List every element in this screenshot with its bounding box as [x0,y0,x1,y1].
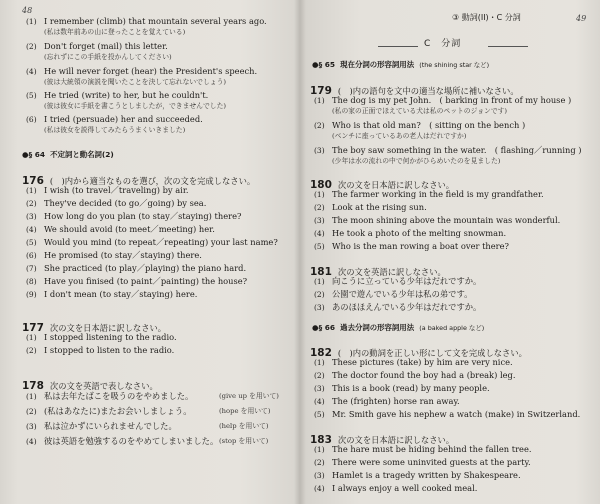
translation-note: (私は彼女を説得してみたらうまくいきました) [44,126,186,134]
list-item: (4) He took a photo of the melting snowman. [314,228,507,238]
translation-note: (私は数年前あの山に登ったことを覚えている) [44,28,186,36]
list-item: (5) Mr. Smith gave his nephew a watch (make) in Switzerland. [314,409,581,419]
list-item: (3) Hamlet is a tragedy written by Shakespeare. [314,470,521,480]
list-item: (1) I remember (climb) that mountain several years ago. [26,16,267,26]
list-item: (1) 向こうに立っている少年はだれですか。 [314,276,482,286]
list-item: (1) These pictures (take) by him are very nice. [314,357,513,367]
translation-note: (ベンチに座っているあの老人はだれですか) [332,132,467,140]
list-item: (1) The dog is my pet John. ( barking in front of my house ) [314,95,572,105]
question-header: 176 ( )内から適当なものを選び，次の文を完成しなさい。 [22,175,256,187]
list-item: (6) He promised (to stay／staying) there. [26,250,202,260]
list-item: (3) The moon shining above the mountain was wonderful. [314,215,561,225]
list-item: (5) Would you mind (to repeat／repeating) your last name? [26,237,278,247]
list-item: (1) I wish (to travel／traveling) by air. [26,185,189,195]
list-item: (5) He tried (write) to her, but he couldn't. [26,90,209,100]
hint-note: (hope を用いて) [219,407,271,415]
list-item: (9) I don't mean (to stay／staying) here. [26,289,198,299]
section-heading: ●§ 64 不定詞と動名詞(2) [22,150,114,159]
list-item: (1) The farmer working in the field is my grandfather. [314,189,544,199]
title-rule-right [488,46,528,47]
list-item: (3) あのほほえんでいる少年はだれですか。 [314,302,482,312]
question-header: 180 次の文を日本語に訳しなさい。 [310,179,455,191]
list-item: (3) The boy saw something in the water. ( flashing／running ) [314,145,582,155]
hint-note: (stop を用いて) [219,437,269,445]
question-header: 178 次の文を英語で表しなさい。 [22,380,158,392]
list-item: (7) She practiced (to play／playing) the piano hard. [26,263,247,273]
translation-note: (彼は大統領の演説を聞いたことを決して忘れないでしょう) [44,78,227,86]
hint-note: (give up を用いて) [219,392,279,400]
question-header: 177 次の文を日本語に訳しなさい。 [22,322,167,334]
list-item: (5) Who is the man rowing a boat over there? [314,241,509,251]
list-item: (2) Look at the rising sun. [314,202,427,212]
list-item: (6) I tried (persuade) her and succeeded. [26,114,203,124]
list-item: (2) They've decided (to go／going) by sea. [26,198,207,208]
hint-note: (help を用いて) [219,422,269,430]
right-page [306,0,600,504]
title-rule-left [378,46,418,47]
question-header: 179 ( )内の語句を文中の適当な場所に補いなさい。 [310,85,519,97]
list-item: (4) 彼は英語を勉強するのをやめてしまいました。 [26,436,219,446]
translation-note: (少年は水の流れの中で何かがひらめいたのを見ました) [332,157,501,165]
list-item: (2) (私はあなたに)またお会いしましょう。 [26,406,192,416]
chapter-title: C 分詞 [424,39,462,49]
running-head: ③ 動詞(II)・C 分詞 [452,13,521,22]
question-header: 181 次の文を英語に訳しなさい。 [310,266,446,278]
list-item: (1) 私は去年たばこを吸うのをやめました。 [26,391,194,401]
translation-note: (彼は彼女に手紙を書こうとしましたが，できませんでした) [44,102,227,110]
section-heading: ●§ 65 現在分詞の形容詞用法 (the shining star など) [312,60,490,69]
left-page [0,0,292,504]
question-header: 182 ( )内の動詞を正しい形にして文を完成しなさい。 [310,347,527,359]
page-number: 49 [576,14,587,23]
list-item: (2) There were some uninvited guests at the party. [314,457,531,467]
list-item: (2) The doctor found the boy had a (break) leg. [314,370,516,380]
page-number: 48 [22,6,33,15]
list-item: (1) I stopped listening to the radio. [26,332,177,342]
list-item: (4) We should avoid (to meet／meeting) her. [26,224,215,234]
list-item: (3) This is a book (read) by many people. [314,383,490,393]
list-item: (2) Who is that old man? ( sitting on the bench ) [314,120,526,130]
translation-note: (忘れずにこの手紙を投かんしてください) [44,53,172,61]
list-item: (3) How long do you plan (to stay／staying) there? [26,211,242,221]
list-item: (2) I stopped to listen to the radio. [26,345,175,355]
list-item: (2) Don't forget (mail) this letter. [26,41,168,51]
translation-note: (私の家の正面でほえている犬は私のペットのジョンです) [332,107,508,115]
question-header: 183 次の文を日本語に訳しなさい。 [310,434,455,446]
list-item: (8) Have you finised (to paint／painting) the house? [26,276,248,286]
list-item: (4) He will never forget (hear) the President's speech. [26,66,258,76]
list-item: (3) 私は泣かずにいられませんでした。 [26,421,177,431]
list-item: (2) 公園で遊んでいる少年は私の弟です。 [314,289,473,299]
list-item: (1) The hare must be hiding behind the fallen tree. [314,444,532,454]
list-item: (4) I always enjoy a well cooked meal. [314,483,478,493]
section-heading: ●§ 66 過去分詞の形容詞用法 (a baked apple など) [312,323,485,332]
list-item: (4) The (frighten) horse ran away. [314,396,460,406]
